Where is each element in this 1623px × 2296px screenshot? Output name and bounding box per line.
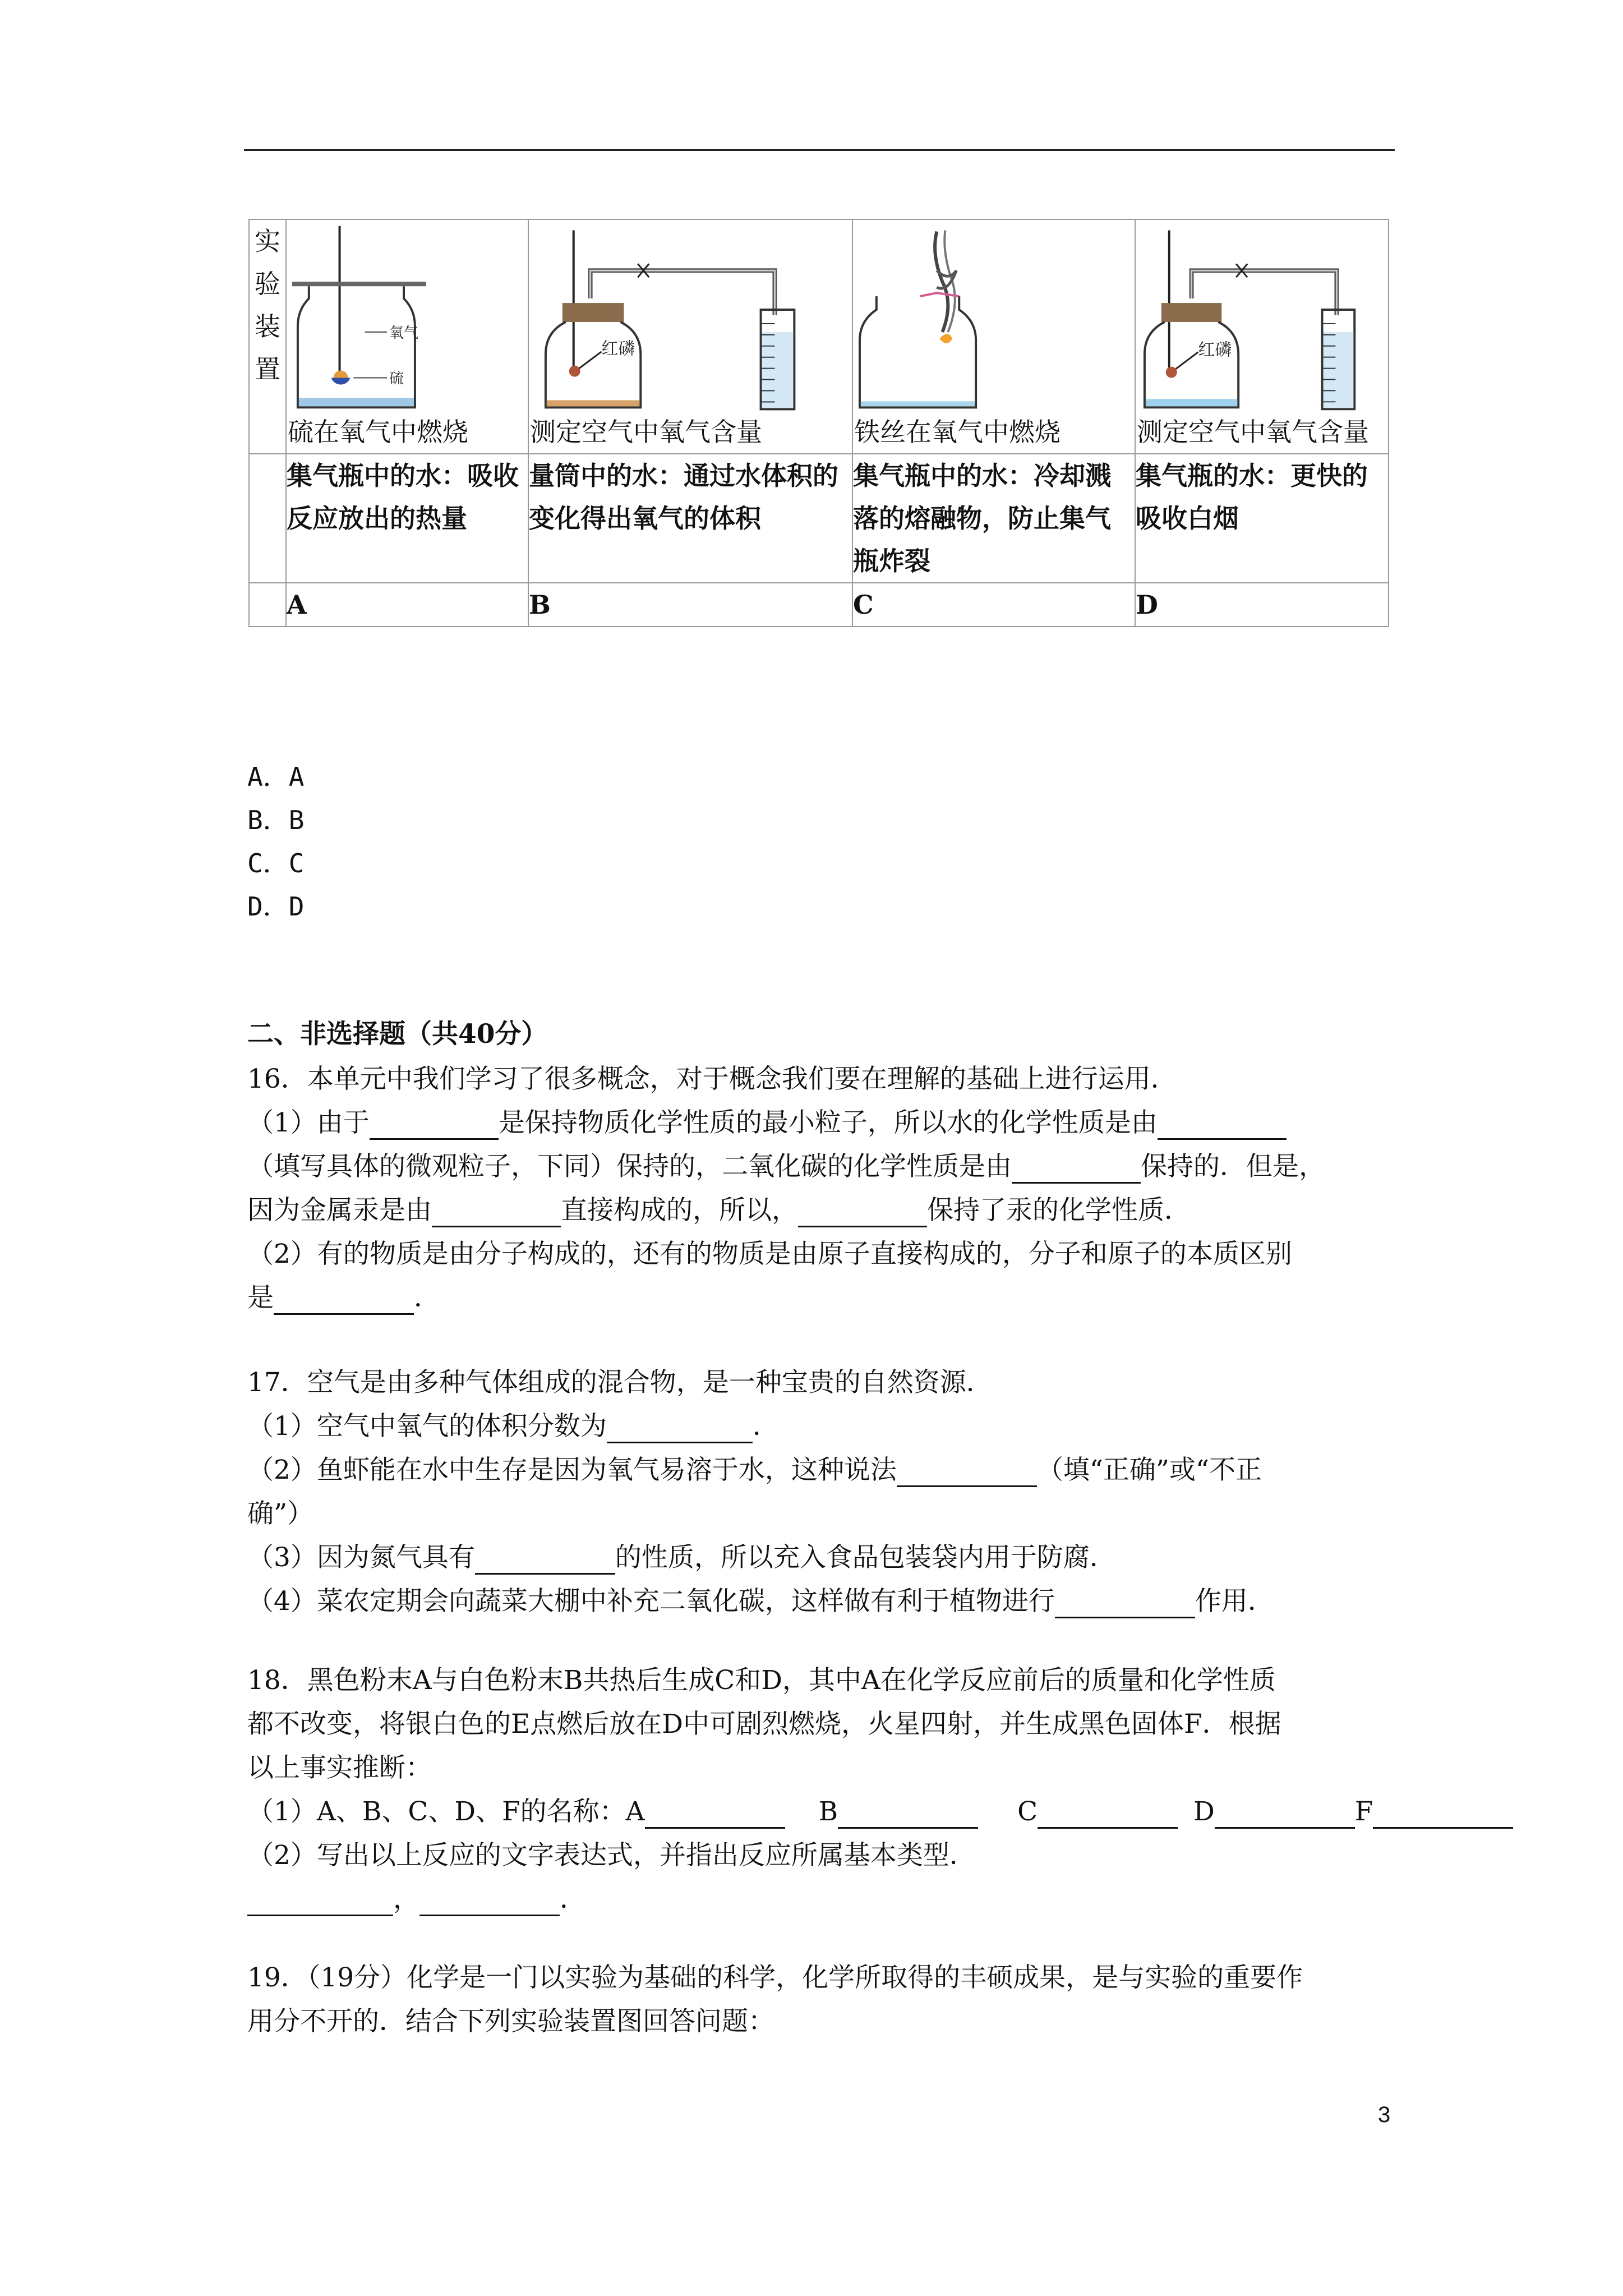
answer-blank[interactable] (798, 1197, 927, 1227)
answer-blank[interactable] (274, 1284, 414, 1315)
option-a[interactable]: A．A (247, 762, 305, 792)
side-char: 置 (255, 354, 280, 384)
text: ． (752, 1411, 779, 1442)
text: （填写具体的微观粒子，下同）保持的，二氧化碳的化学性质是由 (247, 1151, 1012, 1182)
setup-cell-b (528, 219, 852, 454)
answer-blank[interactable] (432, 1197, 561, 1227)
setup-row (249, 219, 1389, 454)
setup-cell-d (1135, 219, 1389, 454)
answer-blank[interactable] (419, 1885, 560, 1916)
text: F (1354, 1796, 1373, 1827)
q18-line5: （2）写出以上反应的文字表达式，并指出反应所属基本类型． (247, 1840, 976, 1871)
text: 直接构成的，所以， (561, 1195, 798, 1226)
sulfur-burning-figure (287, 220, 528, 411)
q17-line1: 17．空气是由多种气体组成的混合物，是一种宝贵的自然资源． (247, 1367, 993, 1398)
letter-a: A (286, 583, 528, 627)
answer-blank[interactable] (607, 1412, 753, 1443)
air-oxygen-figure-d (1136, 220, 1388, 411)
label-sulfur: 硫 (389, 370, 404, 388)
text: 的性质，所以充入食品包装袋内用于防腐． (615, 1542, 1116, 1573)
header-rule (244, 149, 1395, 151)
text: B (818, 1796, 838, 1827)
side-empty (249, 583, 286, 627)
q17-line4: 确”） (247, 1498, 314, 1529)
text: （1）由于 (247, 1107, 370, 1138)
text: （1）A、B、C、D、F的名称：A (247, 1796, 645, 1827)
text: 作用． (1195, 1586, 1274, 1617)
letter-row (249, 583, 1389, 627)
text: （1）空气中氧气的体积分数为 (247, 1411, 607, 1442)
letter-c: C (852, 583, 1135, 627)
caption-c: 铁丝在氧气中燃烧 (854, 417, 1061, 447)
setup-cell-a (286, 219, 528, 454)
answer-blank[interactable] (897, 1456, 1037, 1487)
q16-line5: （2）有的物质是由分子构成的，还有的物质是由原子直接构成的，分子和原子的本质区别 (247, 1239, 1292, 1269)
iron-burning-figure (853, 220, 1135, 411)
q18-line2: 都不改变，将银白色的E点燃后放在D中可剧烈燃烧，火星四射，并生成黑色固体F．根据 (247, 1709, 1281, 1740)
text: ， (393, 1884, 419, 1915)
text: 是 (247, 1282, 274, 1313)
label-red-phosphorus: 红磷 (1198, 340, 1232, 360)
note-d: 集气瓶的水：更快的吸收白烟 (1135, 454, 1389, 583)
answer-blank[interactable] (645, 1798, 785, 1829)
experiment-table (248, 219, 1389, 627)
side-empty (249, 454, 286, 583)
text: D (1193, 1796, 1215, 1827)
text: （4）菜农定期会向蔬菜大棚中补充二氧化碳，这样做有利于植物进行 (247, 1586, 1055, 1617)
text: （2）鱼虾能在水中生存是因为氧气易溶于水，这种说法 (247, 1455, 897, 1485)
answer-blank[interactable] (475, 1544, 615, 1575)
q19-line1: 19．（19分）化学是一门以实验为基础的科学，化学所取得的丰硕成果，是与实验的重要作 (247, 1962, 1303, 1993)
caption-a: 硫在氧气中燃烧 (288, 417, 468, 447)
label-red-phosphorus: 红磷 (601, 339, 635, 359)
text: 因为金属汞是由 (247, 1195, 432, 1226)
label-oxygen: 氧气 (389, 324, 418, 342)
caption-d: 测定空气中氧气含量 (1137, 417, 1369, 447)
q18-line4 (247, 1795, 1513, 1829)
q17-line3 (247, 1453, 1262, 1487)
answer-blank[interactable] (1012, 1153, 1141, 1184)
q16-line3 (247, 1150, 1325, 1184)
answer-blank[interactable] (1038, 1798, 1178, 1829)
caption-b: 测定空气中氧气含量 (530, 417, 762, 447)
text: （填“正确”或“不正 (1036, 1455, 1262, 1485)
answer-blank[interactable] (370, 1109, 499, 1140)
text: （3）因为氮气具有 (247, 1542, 475, 1573)
q16-line2 (247, 1106, 1287, 1140)
side-char: 验 (255, 269, 280, 299)
air-oxygen-figure-b (529, 220, 852, 411)
q18-line6 (247, 1883, 586, 1916)
section-title: 二、非选择题（共40分） (247, 1019, 548, 1050)
note-c: 集气瓶中的水：冷却溅落的熔融物，防止集气瓶炸裂 (852, 454, 1135, 583)
q19-line2: 用分不开的．结合下列实验装置图回答问题： (247, 2006, 774, 2037)
text: ． (414, 1282, 440, 1313)
q18-line3: 以上事实推断： (247, 1752, 432, 1783)
q17-line2 (247, 1410, 779, 1443)
text: 保持了汞的化学性质． (927, 1195, 1191, 1226)
option-b[interactable]: B．B (247, 805, 305, 835)
side-char: 装 (255, 311, 280, 342)
answer-blank[interactable] (838, 1798, 978, 1829)
setup-cell-c (852, 219, 1135, 454)
text: C (1017, 1796, 1038, 1827)
q16-line1: 16．本单元中我们学习了很多概念，对于概念我们要在理解的基础上进行运用． (247, 1064, 1177, 1094)
answer-blank[interactable] (1215, 1798, 1355, 1829)
answer-blank[interactable] (1055, 1588, 1195, 1618)
page-number: 3 (1378, 2102, 1391, 2127)
text: 保持的．但是， (1141, 1151, 1325, 1182)
letter-b: B (528, 583, 852, 627)
letter-d: D (1135, 583, 1389, 627)
q16-line6 (247, 1281, 440, 1315)
note-b: 量筒中的水：通过水体积的变化得出氧气的体积 (528, 454, 852, 583)
note-a: 集气瓶中的水：吸收反应放出的热量 (286, 454, 528, 583)
option-c[interactable]: C．C (247, 848, 305, 878)
answer-blank[interactable] (1373, 1798, 1513, 1829)
q16-line4 (247, 1194, 1191, 1227)
q17-line6 (247, 1585, 1274, 1618)
answer-blank[interactable] (1158, 1109, 1287, 1140)
text: 是保持物质化学性质的最小粒子，所以水的化学性质是由 (498, 1107, 1158, 1138)
note-row (249, 454, 1389, 583)
text: ． (560, 1884, 586, 1915)
q17-line5 (247, 1541, 1116, 1575)
q18-line1: 18．黑色粉末A与白色粉末B共热后生成C和D，其中A在化学反应前后的质量和化学性质 (247, 1665, 1276, 1696)
answer-blank[interactable] (247, 1885, 393, 1916)
side-label (249, 219, 286, 454)
option-d[interactable]: D．D (247, 891, 305, 922)
side-char: 实 (255, 226, 280, 256)
